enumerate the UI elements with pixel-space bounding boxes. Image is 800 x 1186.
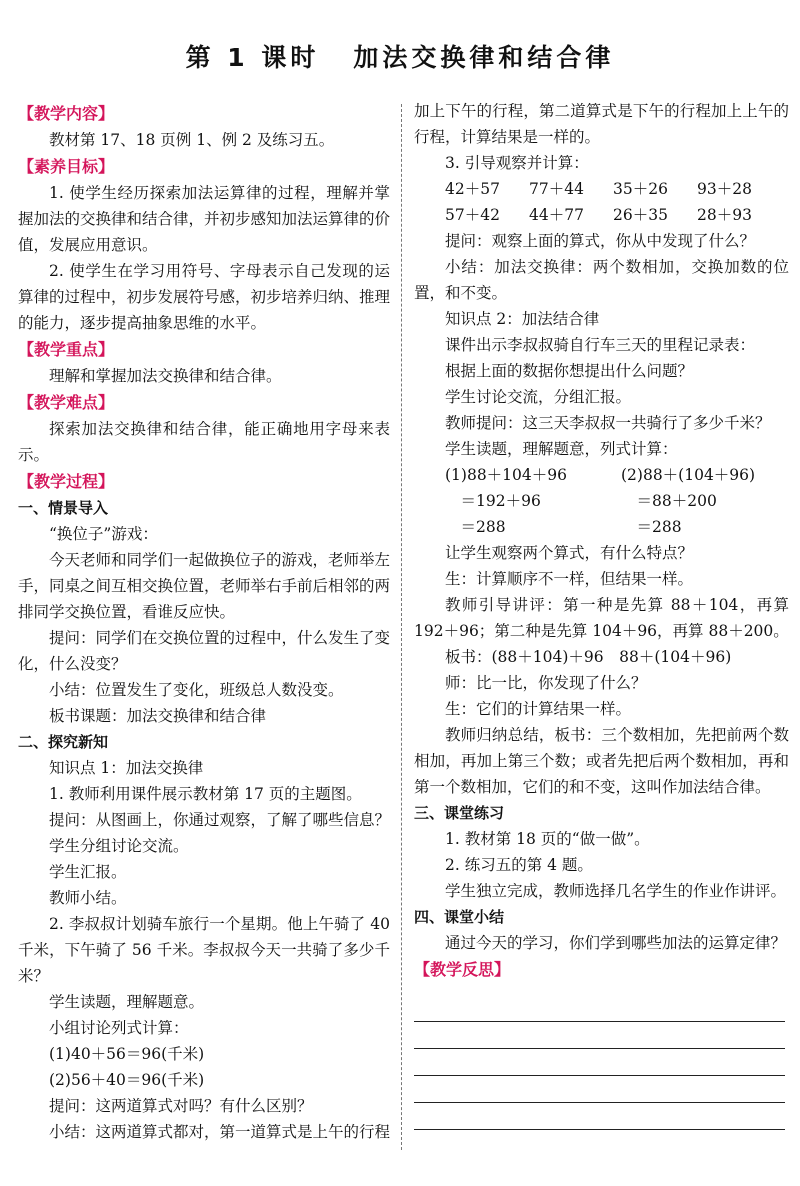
text-paragraph: 让学生观察两个算式，有什么特点？	[445, 544, 694, 562]
lesson-topic: 加法交换律和结合律	[353, 43, 615, 72]
solve-row: ＝192＋96 ＝88＋200	[445, 492, 717, 510]
text-paragraph: 教师提问：这三天李叔叔一共骑行了多少千米？	[445, 414, 771, 432]
text-paragraph: 板书：(88＋104)＋96 88＋(104＋96)	[445, 648, 732, 666]
writing-line[interactable]	[414, 1103, 785, 1130]
subsection-heading: 四、课堂小结	[414, 908, 505, 926]
subsection-heading: 二、探究新知	[18, 733, 109, 751]
text-paragraph: 通过今天的学习，你们学到哪些加法的运算定律？	[445, 934, 787, 952]
text-paragraph: 教师引导讲评：第一种是先算 88＋104，再算 192＋96；第二种是先算 104＋96，再算 88＋200。	[414, 596, 789, 640]
page-number: 11	[352, 1086, 469, 1177]
text-paragraph: 小结：加法交换律：两个数相加，交换加数的位置，和不变。	[414, 258, 789, 302]
text-paragraph: 课件出示李叔叔骑自行车三天的里程记录表：	[445, 336, 756, 354]
text-paragraph: 根据上面的数据你想提出什么问题？	[445, 362, 694, 380]
text-paragraph: 1. 教材第 18 页的“做一做”。	[445, 830, 650, 848]
left-column	[18, 100, 390, 1145]
section-heading: 【教学重点】	[18, 340, 115, 359]
section-heading: 【教学反思】	[414, 960, 511, 979]
text-paragraph: 学生讨论交流，分组汇报。	[445, 388, 632, 406]
text-paragraph: 学生独立完成，教师选择几名学生的作业作讲评。	[445, 882, 787, 900]
subsection-heading: 一、情景导入	[18, 499, 109, 517]
subsection-heading: 三、课堂练习	[414, 804, 505, 822]
solve-row: ＝288 ＝288	[445, 518, 682, 536]
text-paragraph: 生：计算顺序不一样，但结果一样。	[445, 570, 694, 588]
text-paragraph: 教师归纳总结，板书：三个数相加，先把前两个数相加，再加上第三个数；或者先把后两个数相加，再和第一个数相加，它们的和不变，这叫作加法结合律。	[414, 726, 789, 796]
reflection-lines	[414, 995, 789, 1130]
text-paragraph: 教师小结。	[49, 889, 127, 907]
text-paragraph: 提问：这两道算式对吗？有什么区别？	[49, 1097, 313, 1115]
writing-line[interactable]	[414, 1022, 785, 1049]
text-paragraph: 提问：从图画上，你通过观察，了解了哪些信息？	[49, 811, 391, 829]
text-paragraph: 2. 练习五的第 4 题。	[445, 856, 593, 874]
text-paragraph: 学生分组讨论交流。	[49, 837, 189, 855]
text-paragraph: 小组讨论列式计算：	[49, 1019, 189, 1037]
writing-line[interactable]	[414, 995, 785, 1022]
calc-row: 42＋57 77＋44 35＋26 93＋28	[445, 180, 752, 198]
text-paragraph: 师：比一比，你发现了什么？	[445, 674, 647, 692]
writing-line[interactable]	[414, 1049, 785, 1076]
calc-row: 57＋42 44＋77 26＋35 28＋93	[445, 206, 752, 224]
writing-line[interactable]	[414, 1076, 785, 1103]
text-paragraph: 理解和掌握加法交换律和结合律。	[49, 367, 282, 385]
right-column	[414, 98, 789, 1130]
text-paragraph: (1)40＋56＝96(千米)	[49, 1045, 205, 1063]
text-paragraph: 知识点 2：加法结合律	[445, 310, 600, 328]
page-title	[0, 38, 800, 74]
text-paragraph: 板书课题：加法交换律和结合律	[49, 707, 267, 725]
text-paragraph: 1. 教师利用课件展示教材第 17 页的主题图。	[49, 785, 362, 803]
text-paragraph: 1. 使学生经历探索加法运算律的过程，理解并掌握加法的交换律和结合律，并初步感知加法运算律的价值，发展应用意识。	[18, 184, 391, 254]
text-paragraph: 加上下午的行程，第二道算式是下午的行程加上上午的行程，计算结果是一样的。	[414, 102, 789, 146]
column-divider	[401, 104, 402, 1150]
text-paragraph: 教材第 17、18 页例 1、例 2 及练习五。	[49, 131, 335, 149]
text-paragraph: 知识点 1：加法交换律	[49, 759, 204, 777]
text-paragraph: 3. 引导观察并计算：	[445, 154, 589, 172]
text-paragraph: 小结：这两道算式都对，第一道算式是上午的行程	[49, 1123, 391, 1141]
text-paragraph: “换位子”游戏：	[49, 525, 158, 543]
section-heading: 【教学内容】	[18, 104, 115, 123]
text-paragraph: 2. 李叔叔计划骑车旅行一个星期。他上午骑了 40 千米，下午骑了 56 千米。李叔叔今天一共骑了多少千米？	[18, 915, 390, 985]
text-paragraph: (2)56＋40＝96(千米)	[49, 1071, 205, 1089]
text-paragraph: 2. 使学生在学习用符号、字母表示自己发现的运算律的过程中，初步发展符号感，初步培养归纳、推理的能力，逐步提高抽象思维的水平。	[18, 262, 391, 332]
text-paragraph: 小结：位置发生了变化，班级总人数没变。	[49, 681, 344, 699]
text-paragraph: 提问：观察上面的算式，你从中发现了什么？	[445, 232, 756, 250]
section-heading: 【教学难点】	[18, 393, 115, 412]
text-paragraph: 生：它们的计算结果一样。	[445, 700, 632, 718]
text-paragraph: 学生读题，理解题意，列式计算：	[445, 440, 678, 458]
solve-row: (1)88＋104＋96 (2)88＋(104＋96)	[445, 466, 756, 484]
text-paragraph: 探索加法交换律和结合律，能正确地用字母来表示。	[18, 420, 390, 464]
text-paragraph: 学生读题，理解题意。	[49, 993, 205, 1011]
text-paragraph: 提问：同学们在交换位置的过程中，什么发生了变化，什么没变？	[18, 629, 391, 673]
text-paragraph: 今天老师和同学们一起做换位子的游戏，老师举左手，同桌之间互相交换位置，老师举右手前后相邻的两排同学交换位置，看谁反应快。	[18, 551, 391, 621]
section-heading: 【素养目标】	[18, 157, 115, 176]
section-heading: 【教学过程】	[18, 472, 115, 491]
text-paragraph: 学生汇报。	[49, 863, 127, 881]
lesson-number: 第 1 课时	[185, 43, 320, 72]
